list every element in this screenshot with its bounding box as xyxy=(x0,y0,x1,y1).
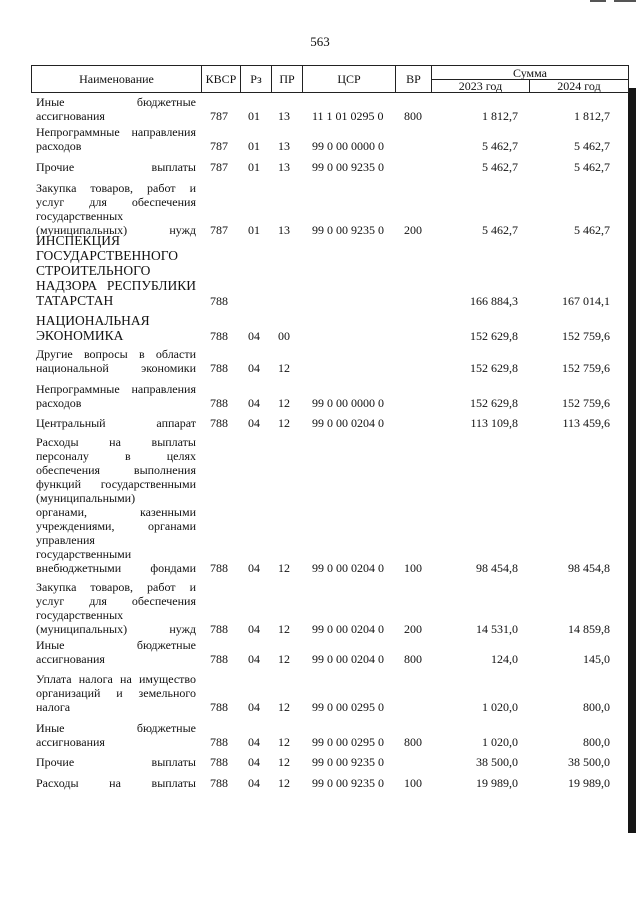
row-sum-2023: 38 500,0 xyxy=(476,755,518,769)
row-kvsr: 787 xyxy=(210,223,228,237)
table-row xyxy=(0,95,640,123)
row-rz: 04 xyxy=(248,361,260,375)
row-name-line: Закупка товаров, работ и xyxy=(36,181,196,195)
header-sum-cell xyxy=(431,65,629,80)
row-pr: 12 xyxy=(278,700,290,714)
row-sum-2023: 1 020,0 xyxy=(482,735,518,749)
row-name-line: (муниципальных) нужд xyxy=(36,622,196,636)
row-csr: 99 0 00 9235 0 xyxy=(312,160,384,174)
row-sum-2023: 14 531,0 xyxy=(476,622,518,636)
row-csr: 99 0 00 0295 0 xyxy=(312,735,384,749)
row-sum-2023: 152 629,8 xyxy=(470,329,518,343)
row-name-line: Другие вопросы в области xyxy=(36,347,196,361)
table-row xyxy=(0,755,640,769)
row-csr: 99 0 00 9235 0 xyxy=(312,755,384,769)
row-name xyxy=(36,233,196,308)
header-pr-cell xyxy=(271,65,303,93)
header-vr: ВР xyxy=(406,72,421,86)
row-sum-2024: 167 014,1 xyxy=(562,294,610,308)
row-sum-2023: 98 454,8 xyxy=(476,561,518,575)
header-csr-cell xyxy=(302,65,396,93)
header-rz: Рз xyxy=(250,72,262,86)
row-kvsr: 788 xyxy=(210,561,228,575)
page-number: 563 xyxy=(310,34,330,49)
row-kvsr: 787 xyxy=(210,109,228,123)
row-kvsr: 788 xyxy=(210,329,228,343)
row-csr: 99 0 00 0204 0 xyxy=(312,652,384,666)
row-name-line: функций государственными xyxy=(36,477,196,491)
row-sum-2023: 5 462,7 xyxy=(482,160,518,174)
row-name xyxy=(36,721,196,749)
row-name-line: Иные бюджетные xyxy=(36,721,196,735)
row-csr: 99 0 00 0204 0 xyxy=(312,561,384,575)
row-name-line: органами, казенными xyxy=(36,505,196,519)
row-pr: 12 xyxy=(278,561,290,575)
row-sum-2024: 5 462,7 xyxy=(574,139,610,153)
scan-corner-mark xyxy=(590,0,606,2)
row-pr: 12 xyxy=(278,755,290,769)
row-pr: 13 xyxy=(278,139,290,153)
row-name-line: управления xyxy=(36,533,95,547)
row-name-line: Уплата налога на имущество xyxy=(36,672,196,686)
row-name xyxy=(36,435,196,575)
row-sum-2023: 152 629,8 xyxy=(470,396,518,410)
scan-corner-mark xyxy=(614,0,636,2)
row-kvsr: 787 xyxy=(210,160,228,174)
row-kvsr: 788 xyxy=(210,416,228,430)
row-vr: 800 xyxy=(404,735,422,749)
row-name-line: услуг для обеспечения xyxy=(36,594,196,608)
row-name-line: государственных xyxy=(36,608,124,622)
row-name-line: НАДЗОРА РЕСПУБЛИКИ xyxy=(36,278,196,293)
row-sum-2024: 19 989,0 xyxy=(568,776,610,790)
row-rz: 04 xyxy=(248,416,260,430)
row-sum-2024: 800,0 xyxy=(583,700,610,714)
row-name-line: Прочие выплаты xyxy=(36,160,196,174)
row-name-line: Прочие выплаты xyxy=(36,755,196,769)
row-vr: 100 xyxy=(404,561,422,575)
row-name-line: организаций и земельного xyxy=(36,686,196,700)
row-name-line: Центральный аппарат xyxy=(36,416,196,430)
row-name-line: Непрограммные направления xyxy=(36,382,196,396)
row-sum-2024: 152 759,6 xyxy=(562,396,610,410)
row-rz: 04 xyxy=(248,396,260,410)
row-pr: 12 xyxy=(278,652,290,666)
row-rz: 04 xyxy=(248,700,260,714)
row-name-line: (муниципальных) нужд xyxy=(36,223,196,237)
row-rz: 04 xyxy=(248,652,260,666)
header-sum: Сумма xyxy=(513,66,547,80)
header-year2: 2024 год xyxy=(557,79,601,93)
table-row xyxy=(0,382,640,410)
row-sum-2023: 152 629,8 xyxy=(470,361,518,375)
header-year1: 2023 год xyxy=(458,79,503,93)
row-name-line: услуг для обеспечения xyxy=(36,195,196,209)
row-name-line: ГОСУДАРСТВЕННОГО xyxy=(36,248,179,263)
row-name xyxy=(36,125,196,153)
row-name-line: ассигнования xyxy=(36,735,105,749)
row-name-line: государственными xyxy=(36,547,132,561)
row-sum-2024: 98 454,8 xyxy=(568,561,610,575)
row-sum-2024: 5 462,7 xyxy=(574,223,610,237)
row-sum-2023: 124,0 xyxy=(491,652,518,666)
row-kvsr: 788 xyxy=(210,361,228,375)
row-rz: 04 xyxy=(248,735,260,749)
row-sum-2024: 145,0 xyxy=(583,652,610,666)
row-kvsr: 788 xyxy=(210,735,228,749)
row-sum-2024: 38 500,0 xyxy=(568,755,610,769)
row-vr: 100 xyxy=(404,776,422,790)
row-sum-2024: 1 812,7 xyxy=(574,109,610,123)
row-csr: 99 0 00 0204 0 xyxy=(312,416,384,430)
row-kvsr: 788 xyxy=(210,652,228,666)
row-kvsr: 788 xyxy=(210,776,228,790)
row-pr: 12 xyxy=(278,776,290,790)
row-name xyxy=(36,416,196,430)
row-csr: 11 1 01 0295 0 xyxy=(312,109,384,123)
header-name: Наименование xyxy=(79,72,154,86)
row-rz: 04 xyxy=(248,755,260,769)
row-name-line: учреждениями, органами xyxy=(36,519,196,533)
header-name-cell xyxy=(31,65,202,93)
header-kvsr: КВСР xyxy=(205,72,237,86)
table-row xyxy=(0,313,640,343)
row-sum-2024: 152 759,6 xyxy=(562,361,610,375)
row-name-line: расходов xyxy=(36,396,82,410)
table-row xyxy=(0,672,640,714)
row-name-line: Расходы на выплаты xyxy=(36,435,196,449)
table-row xyxy=(0,160,640,174)
row-rz: 04 xyxy=(248,561,260,575)
row-rz: 04 xyxy=(248,329,260,343)
row-sum-2023: 1 812,7 xyxy=(482,109,518,123)
table-row xyxy=(0,233,640,308)
row-sum-2023: 19 989,0 xyxy=(476,776,518,790)
row-sum-2023: 166 884,3 xyxy=(470,294,518,308)
row-sum-2023: 5 462,7 xyxy=(482,223,518,237)
header-vr-cell xyxy=(395,65,432,93)
row-name xyxy=(36,755,196,769)
row-sum-2024: 800,0 xyxy=(583,735,610,749)
row-name-line: Закупка товаров, работ и xyxy=(36,580,196,594)
row-name-line: Расходы на выплаты xyxy=(36,776,196,790)
row-pr: 13 xyxy=(278,109,290,123)
row-vr: 800 xyxy=(404,652,422,666)
row-csr: 99 0 00 0000 0 xyxy=(312,139,384,153)
row-pr: 13 xyxy=(278,160,290,174)
row-csr: 99 0 00 0295 0 xyxy=(312,700,384,714)
row-name xyxy=(36,181,196,237)
row-sum-2023: 5 462,7 xyxy=(482,139,518,153)
row-name-line: расходов xyxy=(36,139,82,153)
row-name xyxy=(36,638,196,666)
table-row xyxy=(0,776,640,790)
row-sum-2024: 14 859,8 xyxy=(568,622,610,636)
table-row xyxy=(0,347,640,375)
table-row xyxy=(0,580,640,636)
row-name-line: налога xyxy=(36,700,71,714)
row-csr: 99 0 00 0204 0 xyxy=(312,622,384,636)
row-name-line: персоналу в целях xyxy=(36,449,196,463)
row-kvsr: 787 xyxy=(210,139,228,153)
row-name-line: Иные бюджетные xyxy=(36,638,196,652)
row-name-line: СТРОИТЕЛЬНОГО xyxy=(36,263,151,278)
row-name-line: ассигнования xyxy=(36,109,105,123)
row-name-line: Непрограммные направления xyxy=(36,125,196,139)
row-name-line: ТАТАРСТАН xyxy=(36,293,114,308)
row-name-line: НАЦИОНАЛЬНАЯ xyxy=(36,313,150,328)
row-csr: 99 0 00 9235 0 xyxy=(312,776,384,790)
row-rz: 01 xyxy=(248,223,260,237)
row-rz: 01 xyxy=(248,160,260,174)
row-kvsr: 788 xyxy=(210,700,228,714)
row-name xyxy=(36,313,196,343)
row-vr: 800 xyxy=(404,109,422,123)
row-pr: 12 xyxy=(278,361,290,375)
header-rz-cell xyxy=(240,65,272,93)
row-pr: 00 xyxy=(278,329,290,343)
row-name-line: ассигнования xyxy=(36,652,105,666)
row-name-line: ИНСПЕКЦИЯ xyxy=(36,233,121,248)
row-name xyxy=(36,382,196,410)
row-kvsr: 788 xyxy=(210,396,228,410)
header-year2-cell xyxy=(529,79,629,93)
table-row xyxy=(0,721,640,749)
row-vr: 200 xyxy=(404,223,422,237)
row-pr: 12 xyxy=(278,396,290,410)
row-sum-2024: 152 759,6 xyxy=(562,329,610,343)
row-sum-2024: 113 459,6 xyxy=(562,416,610,430)
row-rz: 01 xyxy=(248,139,260,153)
row-vr: 200 xyxy=(404,622,422,636)
row-name-line: Иные бюджетные xyxy=(36,95,196,109)
table-row xyxy=(0,125,640,153)
row-name-line: (муниципальными) xyxy=(36,491,136,505)
table-row xyxy=(0,638,640,666)
row-rz: 04 xyxy=(248,622,260,636)
row-pr: 12 xyxy=(278,622,290,636)
row-csr: 99 0 00 9235 0 xyxy=(312,223,384,237)
row-csr: 99 0 00 0000 0 xyxy=(312,396,384,410)
table-row xyxy=(0,181,640,237)
row-pr: 12 xyxy=(278,735,290,749)
row-sum-2023: 113 109,8 xyxy=(470,416,518,430)
row-kvsr: 788 xyxy=(210,622,228,636)
row-kvsr: 788 xyxy=(210,755,228,769)
row-name xyxy=(36,580,196,636)
row-name xyxy=(36,347,196,375)
header-csr: ЦСР xyxy=(337,72,361,86)
row-name-line: национальной экономики xyxy=(36,361,196,375)
header-year1-cell xyxy=(431,79,530,93)
row-name-line: ЭКОНОМИКА xyxy=(36,328,124,343)
table-row xyxy=(0,416,640,430)
row-rz: 01 xyxy=(248,109,260,123)
row-name xyxy=(36,160,196,174)
row-name xyxy=(36,672,196,714)
row-name-line: государственных xyxy=(36,209,124,223)
row-name-line: обеспечения выполнения xyxy=(36,463,196,477)
row-name xyxy=(36,776,196,790)
row-pr: 12 xyxy=(278,416,290,430)
table-row xyxy=(0,435,640,575)
row-sum-2023: 1 020,0 xyxy=(482,700,518,714)
row-pr: 13 xyxy=(278,223,290,237)
row-sum-2024: 5 462,7 xyxy=(574,160,610,174)
row-kvsr: 788 xyxy=(210,294,228,308)
row-name xyxy=(36,95,196,123)
row-name-line: внебюджетными фондами xyxy=(36,561,196,575)
row-rz: 04 xyxy=(248,776,260,790)
header-kvsr-cell xyxy=(201,65,241,93)
header-pr: ПР xyxy=(279,72,295,86)
